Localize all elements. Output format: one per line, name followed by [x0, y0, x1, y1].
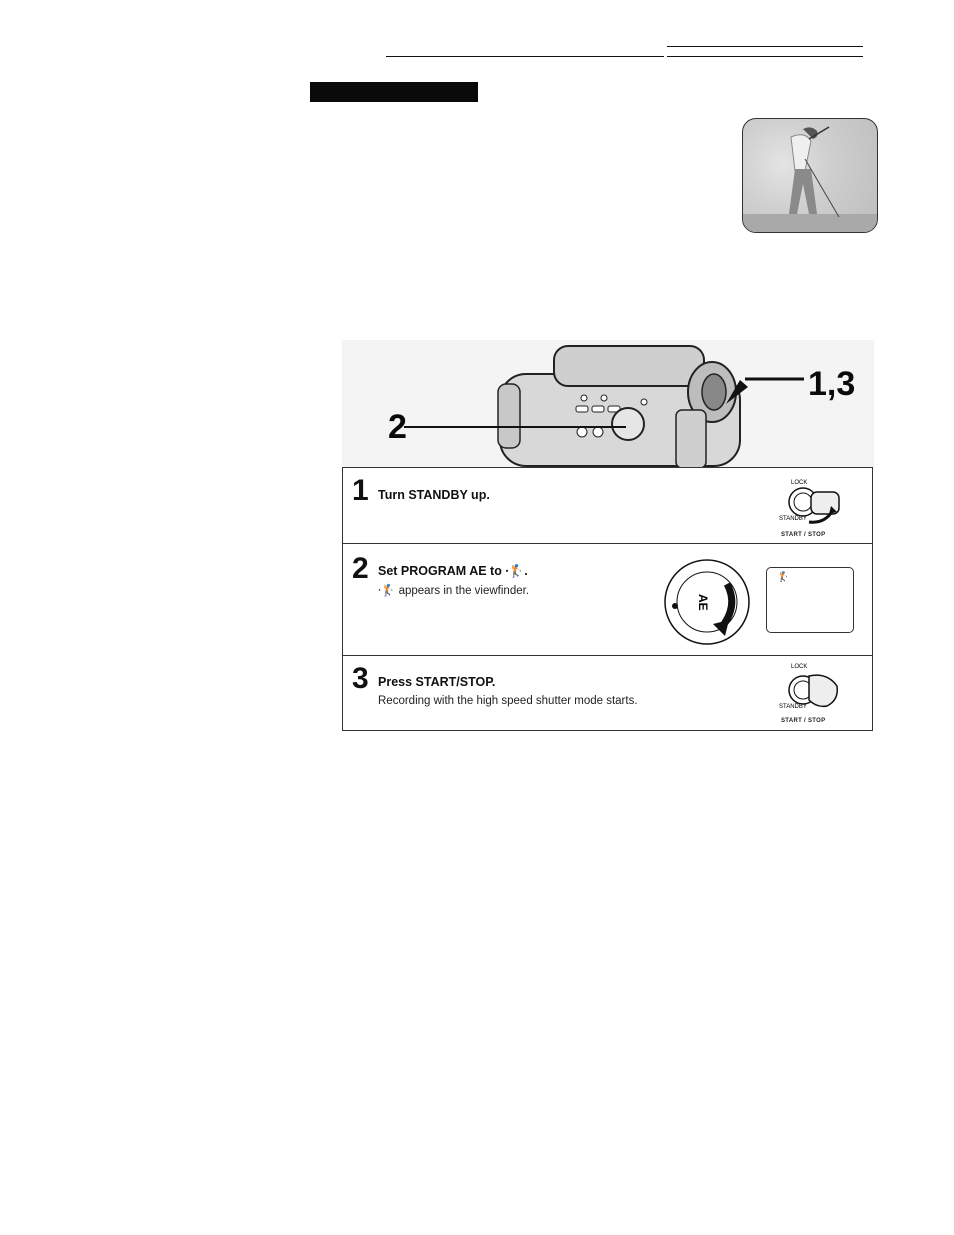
- step-description: Recording with the high speed shutter mode starts.: [378, 695, 638, 707]
- switch-caption: START / STOP: [781, 718, 826, 724]
- step-title: Set PROGRAM AE to ⸱🏌.: [378, 564, 528, 578]
- svg-text:AE: AE: [696, 594, 710, 611]
- header-rule-right-lower: [667, 56, 863, 57]
- step-description: ⸱🏌 appears in the viewfinder.: [378, 585, 530, 597]
- svg-text:LOCK: LOCK: [791, 480, 808, 486]
- golfer-photo: [742, 118, 878, 233]
- section-title-bar: [310, 82, 478, 102]
- callout-1-3: 1,3: [808, 365, 856, 403]
- step-number: 3: [352, 662, 369, 695]
- standby-switch-icon: [773, 660, 849, 716]
- golfer-icon: 🏌: [777, 572, 790, 583]
- camcorder-illustration: [342, 340, 874, 468]
- switch-caption: START / STOP: [781, 532, 826, 538]
- step-title: Press START/STOP.: [378, 675, 496, 689]
- program-ae-dial-icon: [663, 550, 751, 650]
- golfer-icon: [743, 119, 877, 232]
- callout-2: 2: [388, 408, 407, 446]
- header-rule-left: [386, 56, 664, 57]
- viewfinder-icon: [766, 567, 854, 633]
- svg-text:LOCK: LOCK: [791, 664, 808, 670]
- step-title: Turn STANDBY up.: [378, 488, 490, 502]
- svg-text:STANDBY: STANDBY: [779, 704, 807, 710]
- step-3: [343, 656, 872, 732]
- standby-switch-icon: [773, 476, 849, 532]
- step-1: [343, 468, 872, 544]
- header-rule-right: [667, 46, 863, 47]
- step-number: 1: [352, 474, 369, 507]
- step-number: 2: [352, 552, 369, 585]
- steps-table: [342, 467, 873, 731]
- step-2: [343, 544, 872, 656]
- svg-text:STANDBY: STANDBY: [779, 516, 807, 522]
